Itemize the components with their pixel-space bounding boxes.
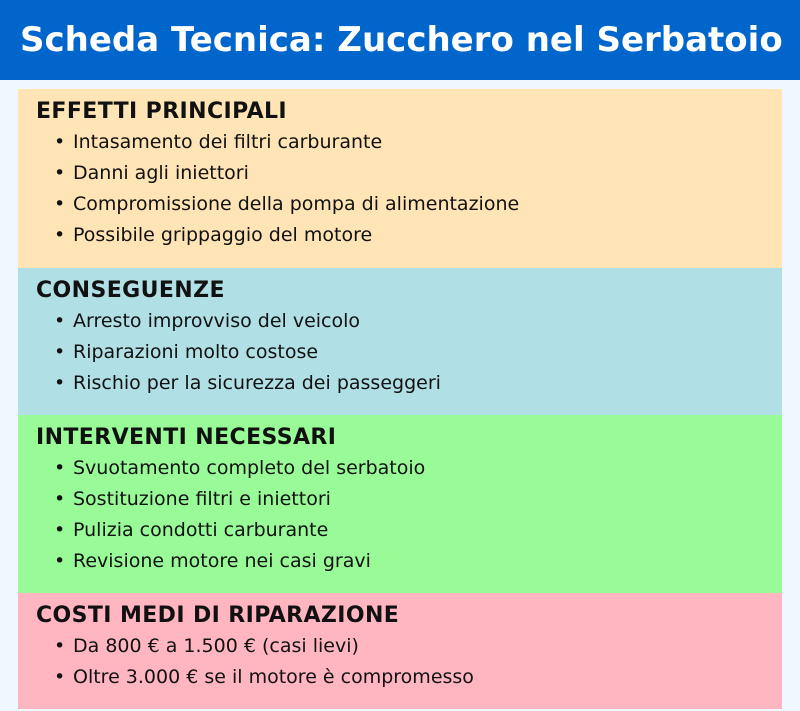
bullet-icon: • <box>54 372 66 394</box>
section-heading: EFFETTI PRINCIPALI <box>36 99 288 124</box>
bullet-icon: • <box>54 193 66 215</box>
page-header <box>0 0 800 80</box>
page-title: Scheda Tecnica: Zucchero nel Serbatoio <box>20 20 783 60</box>
list-item <box>36 337 782 368</box>
sections-container <box>18 89 782 709</box>
list-item <box>36 453 782 484</box>
list-item <box>36 158 782 189</box>
list-item-text: Riparazioni molto costose <box>73 341 319 363</box>
list-item-text: Intasamento dei filtri carburante <box>73 131 383 153</box>
list-item-text: Arresto improvviso del veicolo <box>73 310 361 332</box>
bullet-icon: • <box>54 666 66 688</box>
list-item <box>36 189 782 220</box>
bullet-list <box>36 453 782 577</box>
bullet-icon: • <box>54 550 66 572</box>
bullet-icon: • <box>54 341 66 363</box>
section-effetti-principali <box>18 89 782 268</box>
bullet-icon: • <box>54 162 66 184</box>
bullet-icon: • <box>54 310 66 332</box>
list-item <box>36 631 782 662</box>
list-item-text: Oltre 3.000 € se il motore è compromesso <box>73 666 474 688</box>
section-heading: COSTI MEDI DI RIPARAZIONE <box>36 603 400 628</box>
section-costi-medi <box>18 593 782 709</box>
bullet-list <box>36 127 782 251</box>
bullet-list <box>36 631 782 693</box>
bullet-icon: • <box>54 224 66 246</box>
list-item-text: Svuotamento completo del serbatoio <box>73 457 426 479</box>
list-item <box>36 662 782 693</box>
list-item <box>36 515 782 546</box>
bullet-icon: • <box>54 635 66 657</box>
bullet-icon: • <box>54 131 66 153</box>
list-item-text: Revisione motore nei casi gravi <box>73 550 371 572</box>
list-item <box>36 127 782 158</box>
section-heading: CONSEGUENZE <box>36 278 225 303</box>
bullet-icon: • <box>54 457 66 479</box>
list-item-text: Compromissione della pompa di alimentazione <box>73 193 520 215</box>
list-item <box>36 368 782 399</box>
list-item <box>36 306 782 337</box>
bullet-icon: • <box>54 488 66 510</box>
list-item-text: Sostituzione filtri e iniettori <box>73 488 331 510</box>
list-item-text: Pulizia condotti carburante <box>73 519 329 541</box>
bullet-icon: • <box>54 519 66 541</box>
list-item-text: Danni agli iniettori <box>73 162 249 184</box>
section-conseguenze <box>18 268 782 415</box>
list-item <box>36 484 782 515</box>
list-item-text: Possibile grippaggio del motore <box>73 224 373 246</box>
list-item <box>36 546 782 577</box>
section-interventi-necessari <box>18 415 782 593</box>
list-item <box>36 220 782 251</box>
bullet-list <box>36 306 782 399</box>
section-heading: INTERVENTI NECESSARI <box>36 425 337 450</box>
list-item-text: Da 800 € a 1.500 € (casi lievi) <box>73 635 359 657</box>
list-item-text: Rischio per la sicurezza dei passeggeri <box>73 372 441 394</box>
